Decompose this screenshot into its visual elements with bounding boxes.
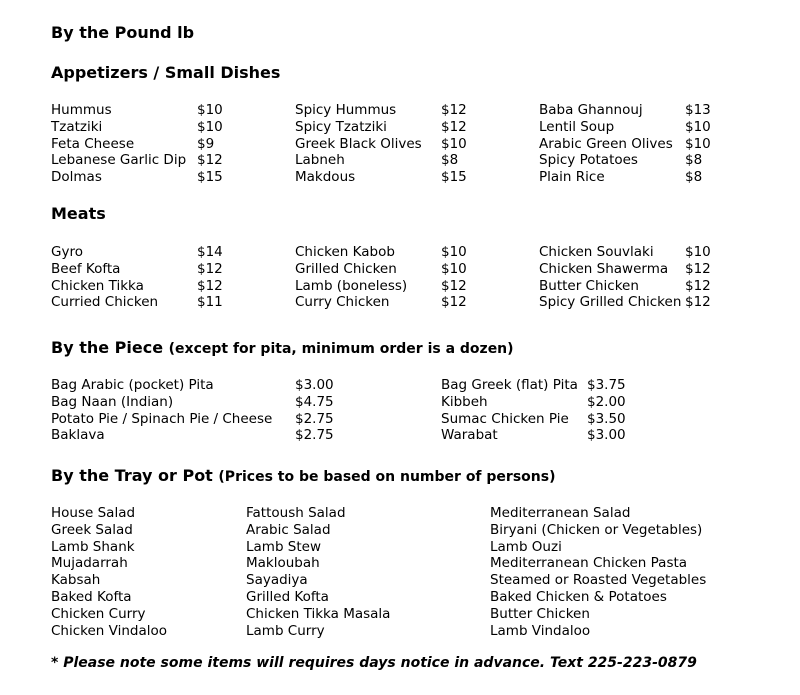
item-price: $12 — [685, 277, 711, 294]
item-name: Curried Chicken — [51, 294, 159, 311]
item-name: Warabat — [441, 427, 498, 444]
item-name: Beef Kofta — [51, 260, 121, 277]
item-price: $10 — [197, 102, 223, 118]
item-name: Steamed or Roasted Vegetables — [490, 572, 707, 589]
item-price: $12 — [441, 277, 467, 294]
item-name: Lentil Soup — [539, 118, 615, 135]
item-name: Lebanese Garlic Dip — [51, 152, 187, 169]
item-price: $12 — [685, 294, 711, 311]
item-name: Sumac Chicken Pie — [441, 410, 569, 427]
item-name: Bag Greek (flat) Pita — [441, 377, 578, 393]
item-price: $8 — [685, 152, 703, 169]
by-tray-note: (Prices to be based on number of persons) — [218, 469, 556, 485]
item-price: $10 — [685, 118, 711, 135]
item-price: $10 — [685, 135, 711, 152]
item-name: Baked Kofta — [51, 588, 132, 605]
meats-heading: Meats — [51, 204, 106, 223]
item-name: Lamb Ouzi — [490, 538, 562, 555]
item-price: $3.00 — [587, 427, 626, 444]
by-pound-heading: By the Pound lb — [51, 23, 195, 42]
item-name: House Salad — [51, 505, 136, 521]
item-name: Chicken Tikka — [51, 277, 144, 294]
item-name: Hummus — [51, 102, 112, 118]
item-name: Feta Cheese — [51, 135, 135, 152]
item-name: Kabsah — [51, 572, 101, 589]
item-price: $12 — [685, 260, 711, 277]
item-price: $2.00 — [587, 393, 626, 410]
item-price: $10 — [441, 135, 467, 152]
item-name: Potato Pie / Spinach Pie / Cheese — [51, 410, 273, 427]
item-name: Arabic Green Olives — [539, 135, 673, 152]
item-name: Baklava — [51, 427, 105, 444]
item-name: Fattoush Salad — [246, 505, 346, 521]
item-name: Spicy Potatoes — [539, 152, 638, 169]
item-name: Bag Arabic (pocket) Pita — [51, 377, 214, 393]
by-piece-table — [51, 377, 647, 444]
by-tray-heading — [51, 466, 555, 487]
item-name: Biryani (Chicken or Vegetables) — [490, 521, 703, 538]
item-name: Mujadarrah — [51, 555, 128, 572]
item-name: Spicy Hummus — [295, 102, 397, 118]
item-name: Grilled Kofta — [246, 588, 329, 605]
item-price: $12 — [441, 102, 467, 118]
item-name: Chicken Curry — [51, 605, 146, 622]
item-price: $3.00 — [295, 377, 334, 393]
appetizers-table — [51, 102, 725, 186]
by-tray-table — [51, 505, 750, 639]
item-name: Kibbeh — [441, 393, 488, 410]
item-name: Chicken Tikka Masala — [246, 605, 391, 622]
by-tray-title: By the Tray or Pot — [51, 466, 213, 485]
item-name: Spicy Grilled Chicken — [539, 294, 682, 311]
item-name: Baba Ghannouj — [539, 102, 643, 118]
item-price: $3.75 — [587, 377, 626, 393]
item-name: Butter Chicken — [490, 605, 590, 622]
item-name: Makloubah — [246, 555, 320, 572]
item-name: Bag Naan (Indian) — [51, 393, 174, 410]
item-name: Sayadiya — [246, 572, 308, 589]
item-price: $12 — [197, 260, 223, 277]
item-name: Lamb Curry — [246, 622, 325, 639]
item-name: Butter Chicken — [539, 277, 639, 294]
item-name: Chicken Vindaloo — [51, 622, 168, 639]
item-price: $14 — [197, 244, 223, 260]
item-price: $10 — [441, 260, 467, 277]
item-name: Greek Salad — [51, 521, 133, 538]
item-price: $11 — [197, 294, 223, 311]
item-price: $12 — [441, 118, 467, 135]
item-name: Labneh — [295, 152, 345, 169]
item-price: $2.75 — [295, 427, 334, 444]
item-name: Gyro — [51, 244, 83, 260]
item-price: $12 — [441, 294, 467, 311]
item-price: $12 — [197, 152, 223, 169]
item-name: Chicken Souvlaki — [539, 244, 654, 260]
item-name: Greek Black Olives — [295, 135, 422, 152]
item-price: $9 — [197, 135, 215, 152]
item-name: Chicken Shawerma — [539, 260, 669, 277]
item-price: $15 — [441, 169, 467, 186]
item-price: $8 — [441, 152, 459, 169]
item-name: Lamb Stew — [246, 538, 322, 555]
item-name: Grilled Chicken — [295, 260, 397, 277]
item-name: Plain Rice — [539, 169, 605, 186]
by-piece-note: (except for pita, minimum order is a dozen) — [168, 341, 514, 357]
item-price: $10 — [441, 244, 467, 260]
item-price: $2.75 — [295, 410, 334, 427]
item-price: $12 — [197, 277, 223, 294]
by-piece-heading — [51, 338, 514, 359]
item-name: Makdous — [295, 169, 356, 186]
item-name: Arabic Salad — [246, 521, 331, 538]
item-price: $3.50 — [587, 410, 626, 427]
appetizers-heading: Appetizers / Small Dishes — [51, 63, 281, 82]
item-price: $8 — [685, 169, 703, 186]
item-price: $10 — [197, 118, 223, 135]
item-name: Tzatziki — [51, 118, 103, 135]
item-name: Baked Chicken & Potatoes — [490, 588, 667, 605]
by-piece-title: By the Piece — [51, 338, 164, 357]
item-name: Mediterranean Chicken Pasta — [490, 555, 688, 572]
item-name: Lamb (boneless) — [295, 277, 408, 294]
item-name: Curry Chicken — [295, 294, 390, 311]
item-price: $4.75 — [295, 393, 334, 410]
item-name: Lamb Shank — [51, 538, 135, 555]
item-price: $13 — [685, 102, 711, 118]
item-name: Mediterranean Salad — [490, 505, 631, 521]
item-name: Chicken Kabob — [295, 244, 395, 260]
item-price: $15 — [197, 169, 223, 186]
advance-notice-note: * Please note some items will requires days notice in advance. Text 225-223-0879 — [51, 655, 697, 671]
item-name: Dolmas — [51, 169, 102, 186]
item-name: Spicy Tzatziki — [295, 118, 387, 135]
meats-table — [51, 244, 725, 311]
item-name: Lamb Vindaloo — [490, 622, 591, 639]
item-price: $10 — [685, 244, 711, 260]
